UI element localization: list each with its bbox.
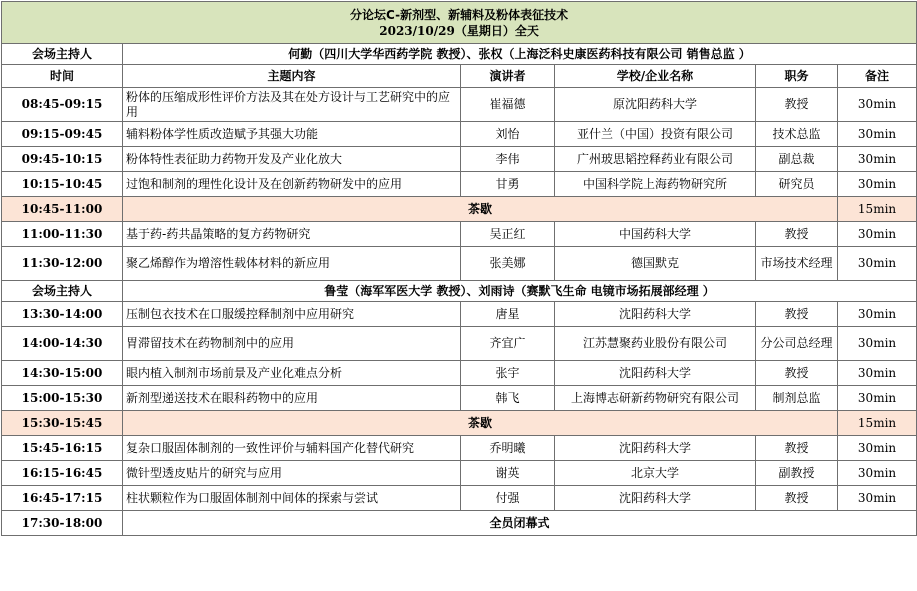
break-label: 茶歇 — [123, 411, 838, 436]
break-row — [2, 197, 917, 222]
topic-cell: 过饱和制剂的理性化设计及在创新药物研发中的应用 — [123, 172, 461, 197]
note-cell: 30min — [838, 486, 917, 511]
position-cell: 分公司总经理 — [756, 327, 838, 361]
org-cell: 北京大学 — [555, 461, 756, 486]
host-names: 鲁莹（海军军医大学 教授）、刘雨诗（赛默飞生命 电镜市场拓展部经理 ） — [123, 281, 917, 302]
speaker-cell: 崔福德 — [461, 88, 555, 122]
note-cell: 30min — [838, 122, 917, 147]
org-cell: 原沈阳药科大学 — [555, 88, 756, 122]
position-cell: 教授 — [756, 302, 838, 327]
time-cell: 17:30-18:00 — [2, 511, 123, 536]
position-cell: 副总裁 — [756, 147, 838, 172]
time-cell: 15:45-16:15 — [2, 436, 123, 461]
speaker-cell: 付强 — [461, 486, 555, 511]
host-label: 会场主持人 — [2, 44, 123, 65]
table-row — [2, 361, 917, 386]
org-cell: 沈阳药科大学 — [555, 436, 756, 461]
break-row — [2, 411, 917, 436]
position-cell: 市场技术经理 — [756, 247, 838, 281]
org-cell: 江苏慧聚药业股份有限公司 — [555, 327, 756, 361]
topic-cell: 微针型透皮贴片的研究与应用 — [123, 461, 461, 486]
org-cell: 中国科学院上海药物研究所 — [555, 172, 756, 197]
closing-row — [2, 511, 917, 536]
speaker-cell: 韩飞 — [461, 386, 555, 411]
time-cell: 15:00-15:30 — [2, 386, 123, 411]
note-cell: 30min — [838, 361, 917, 386]
org-cell: 广州玻思韬控释药业有限公司 — [555, 147, 756, 172]
org-cell: 沈阳药科大学 — [555, 302, 756, 327]
note-cell: 30min — [838, 436, 917, 461]
time-cell: 11:30-12:00 — [2, 247, 123, 281]
forum-title: 分论坛C-新剂型、新辅料及粉体表征技术 — [350, 7, 569, 22]
note-cell: 30min — [838, 222, 917, 247]
org-cell: 沈阳药科大学 — [555, 361, 756, 386]
table-row — [2, 172, 917, 197]
host-row — [2, 44, 917, 65]
header-org: 学校/企业名称 — [555, 65, 756, 88]
position-cell: 教授 — [756, 222, 838, 247]
time-cell: 10:45-11:00 — [2, 197, 123, 222]
time-cell: 16:45-17:15 — [2, 486, 123, 511]
host-names: 何勤（四川大学华西药学院 教授）、张权（上海泛科史康医药科技有限公司 销售总监 ） — [123, 44, 917, 65]
note-cell: 30min — [838, 88, 917, 122]
table-row — [2, 147, 917, 172]
speaker-cell: 李伟 — [461, 147, 555, 172]
position-cell: 制剂总监 — [756, 386, 838, 411]
table-row — [2, 222, 917, 247]
note-cell: 30min — [838, 327, 917, 361]
table-row — [2, 486, 917, 511]
speaker-cell: 乔明曦 — [461, 436, 555, 461]
note-cell: 15min — [838, 411, 917, 436]
host-row — [2, 281, 917, 302]
position-cell: 技术总监 — [756, 122, 838, 147]
topic-cell: 基于药-药共晶策略的复方药物研究 — [123, 222, 461, 247]
time-cell: 16:15-16:45 — [2, 461, 123, 486]
position-cell: 教授 — [756, 436, 838, 461]
topic-cell: 聚乙烯醇作为增溶性载体材料的新应用 — [123, 247, 461, 281]
time-cell: 10:15-10:45 — [2, 172, 123, 197]
time-cell: 14:00-14:30 — [2, 327, 123, 361]
speaker-cell: 张宇 — [461, 361, 555, 386]
speaker-cell: 谢英 — [461, 461, 555, 486]
speaker-cell: 甘勇 — [461, 172, 555, 197]
speaker-cell: 张美娜 — [461, 247, 555, 281]
schedule-table — [1, 1, 917, 536]
time-cell: 09:15-09:45 — [2, 122, 123, 147]
table-row — [2, 327, 917, 361]
time-cell: 09:45-10:15 — [2, 147, 123, 172]
position-cell: 教授 — [756, 88, 838, 122]
break-label: 茶歇 — [123, 197, 838, 222]
table-row — [2, 436, 917, 461]
header-note: 备注 — [838, 65, 917, 88]
table-row — [2, 88, 917, 122]
speaker-cell: 吴正红 — [461, 222, 555, 247]
speaker-cell: 刘怡 — [461, 122, 555, 147]
note-cell: 15min — [838, 197, 917, 222]
speaker-cell: 唐星 — [461, 302, 555, 327]
org-cell: 亚什兰（中国）投资有限公司 — [555, 122, 756, 147]
header-speaker: 演讲者 — [461, 65, 555, 88]
time-cell: 08:45-09:15 — [2, 88, 123, 122]
topic-cell: 粉体特性表征助力药物开发及产业化放大 — [123, 147, 461, 172]
note-cell: 30min — [838, 386, 917, 411]
forum-date: 2023/10/29（星期日）全天 — [379, 23, 539, 38]
table-row — [2, 386, 917, 411]
topic-cell: 压制包衣技术在口服缓控释制剂中应用研究 — [123, 302, 461, 327]
org-cell: 上海博志研新药物研究有限公司 — [555, 386, 756, 411]
note-cell: 30min — [838, 302, 917, 327]
note-cell: 30min — [838, 461, 917, 486]
org-cell: 中国药科大学 — [555, 222, 756, 247]
topic-cell: 新剂型递送技术在眼科药物中的应用 — [123, 386, 461, 411]
topic-cell: 粉体的压缩成形性评价方法及其在处方设计与工艺研究中的应用 — [123, 88, 461, 122]
title-row — [2, 2, 917, 44]
position-cell: 研究员 — [756, 172, 838, 197]
position-cell: 副教授 — [756, 461, 838, 486]
time-cell: 13:30-14:00 — [2, 302, 123, 327]
time-cell: 15:30-15:45 — [2, 411, 123, 436]
header-position: 职务 — [756, 65, 838, 88]
note-cell: 30min — [838, 147, 917, 172]
table-row — [2, 302, 917, 327]
table-row — [2, 247, 917, 281]
host-label: 会场主持人 — [2, 281, 123, 302]
topic-cell: 眼内植入制剂市场前景及产业化难点分析 — [123, 361, 461, 386]
table-row — [2, 461, 917, 486]
header-time: 时间 — [2, 65, 123, 88]
time-cell: 11:00-11:30 — [2, 222, 123, 247]
note-cell: 30min — [838, 247, 917, 281]
time-cell: 14:30-15:00 — [2, 361, 123, 386]
speaker-cell: 齐宜广 — [461, 327, 555, 361]
org-cell: 沈阳药科大学 — [555, 486, 756, 511]
header-topic: 主题内容 — [123, 65, 461, 88]
topic-cell: 胃滞留技术在药物制剂中的应用 — [123, 327, 461, 361]
topic-cell: 复杂口服固体制剂的一致性评价与辅料国产化替代研究 — [123, 436, 461, 461]
org-cell: 德国默克 — [555, 247, 756, 281]
topic-cell: 柱状颗粒作为口服固体制剂中间体的探索与尝试 — [123, 486, 461, 511]
position-cell: 教授 — [756, 486, 838, 511]
topic-cell: 辅料粉体学性质改造赋予其强大功能 — [123, 122, 461, 147]
position-cell: 教授 — [756, 361, 838, 386]
table-row — [2, 122, 917, 147]
note-cell: 30min — [838, 172, 917, 197]
column-header-row — [2, 65, 917, 88]
closing-label: 全员闭幕式 — [123, 511, 917, 536]
